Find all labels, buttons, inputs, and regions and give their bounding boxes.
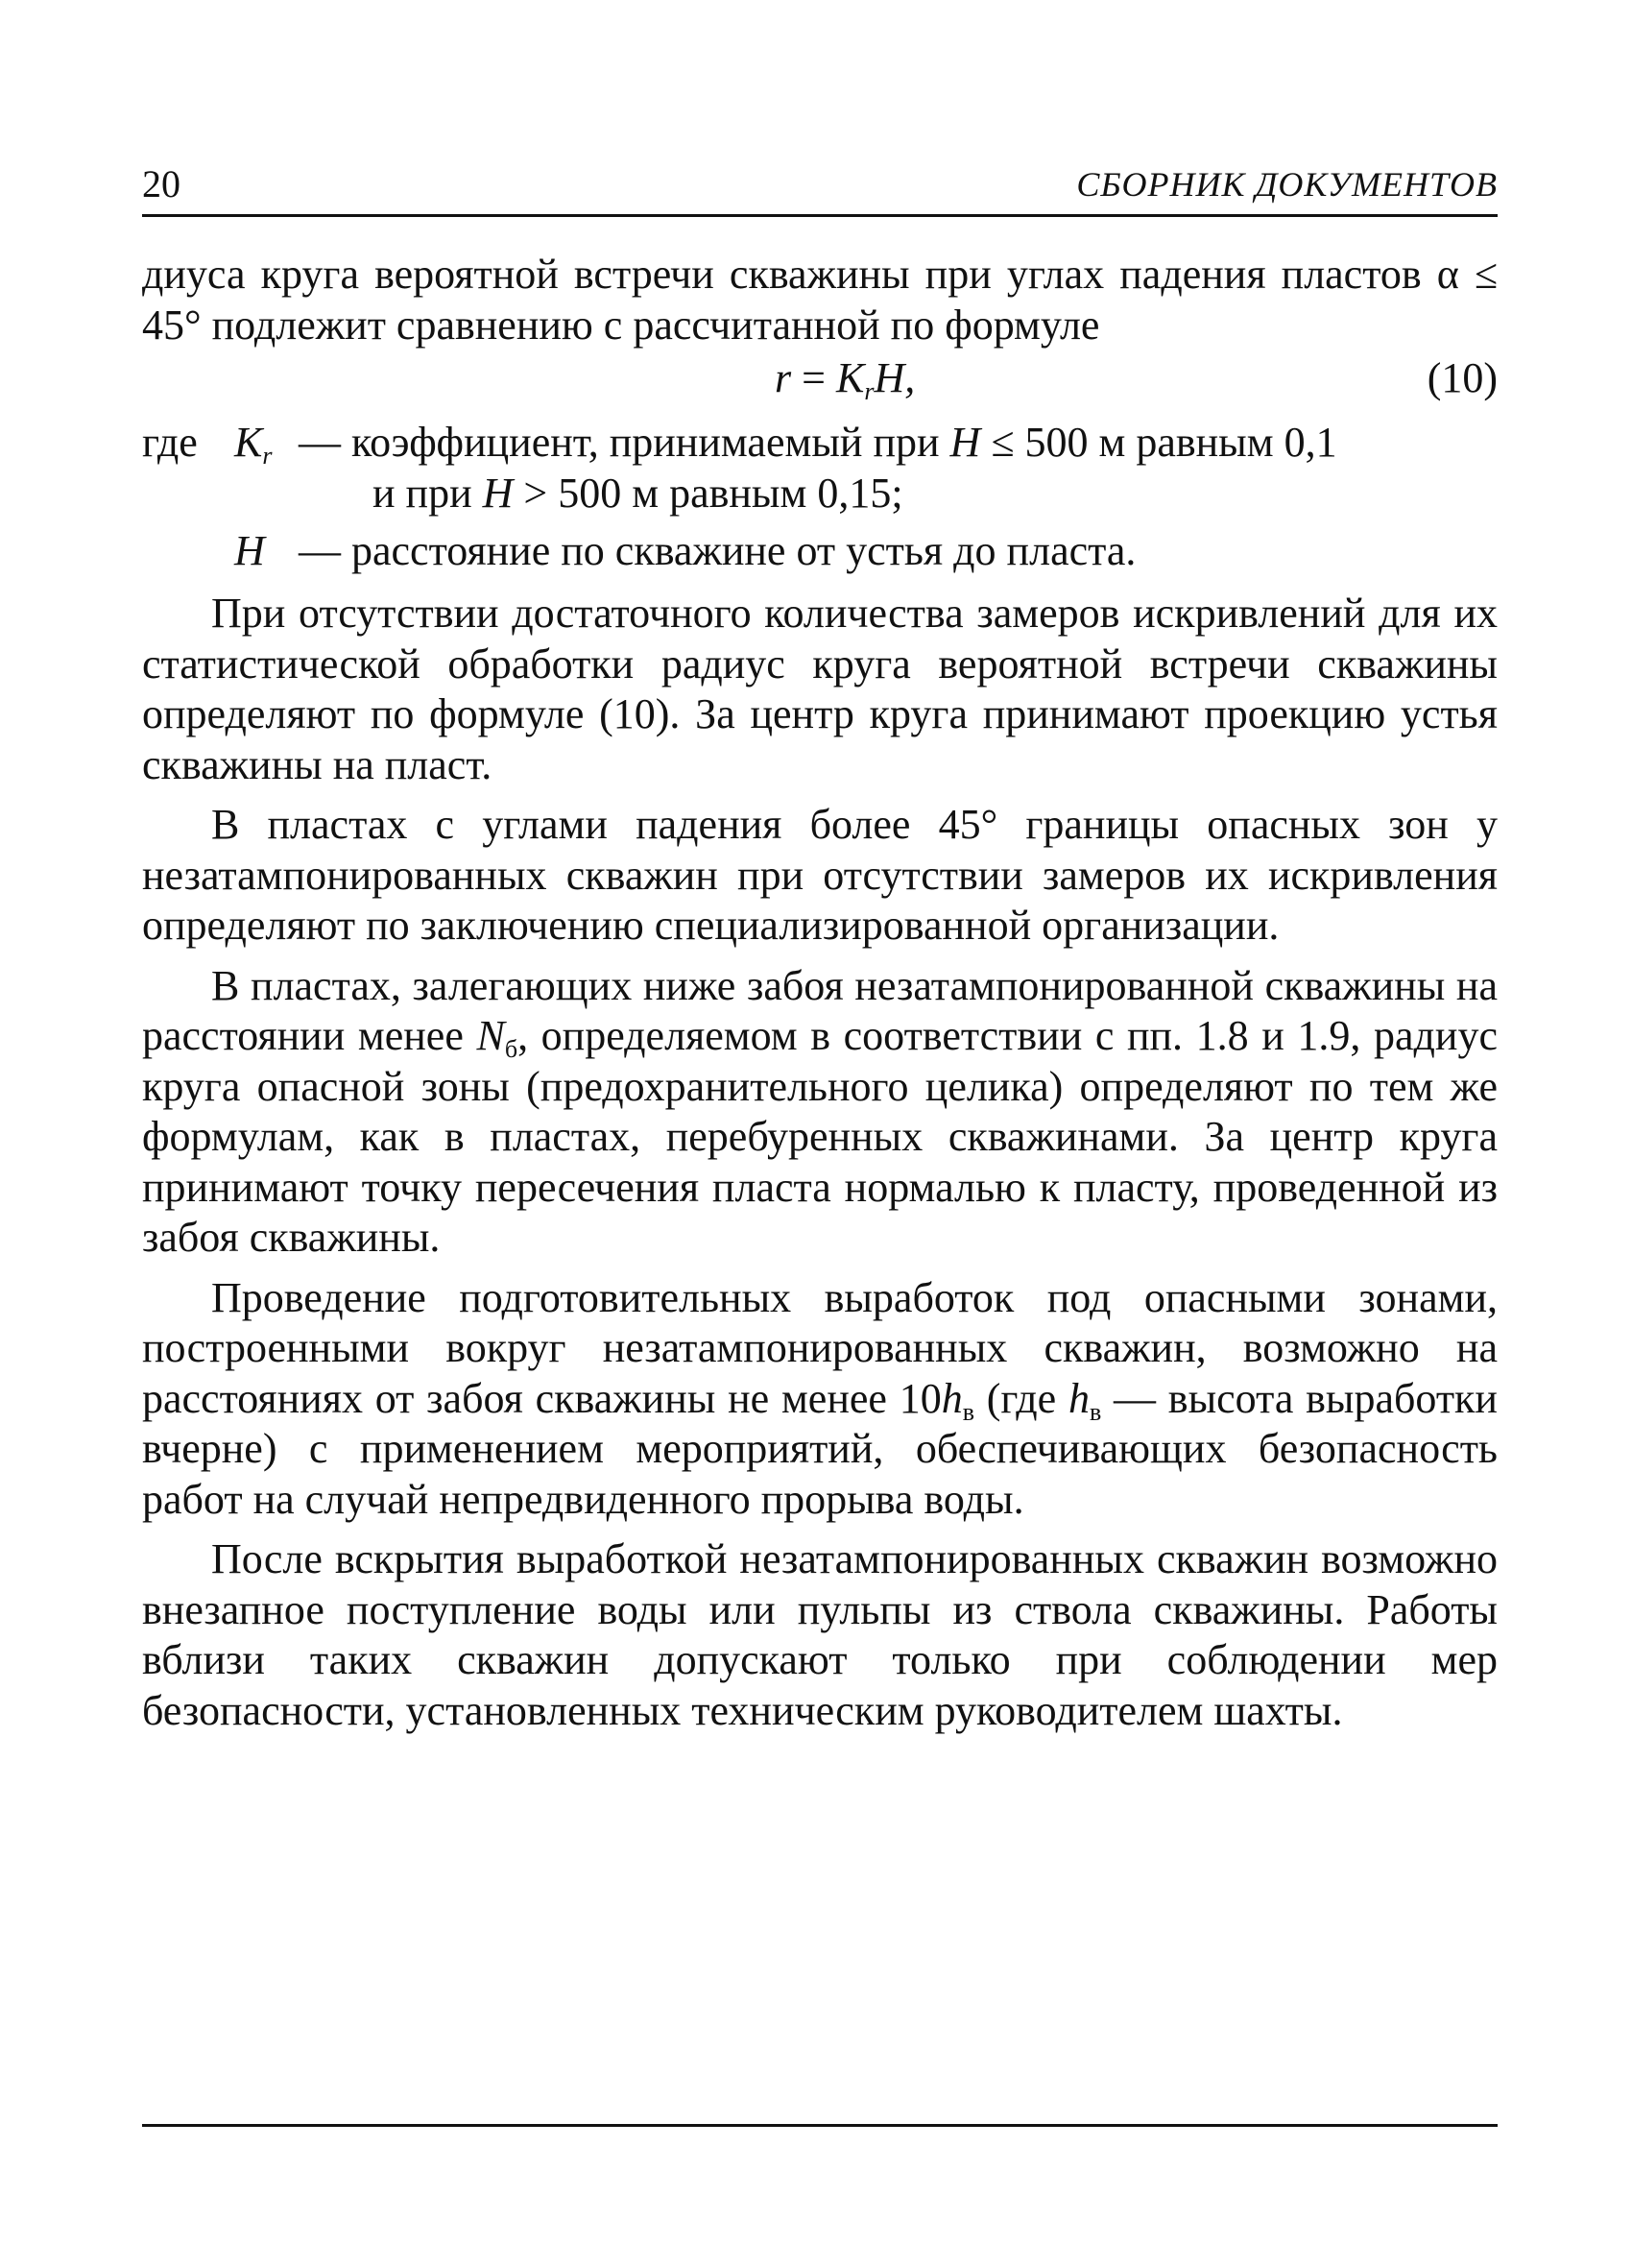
where-definitions [142, 418, 1498, 579]
formula-number: (10) [1427, 354, 1498, 401]
running-head: СБОРНИК ДОКУМЕНТОВ [1076, 165, 1498, 204]
body-text [142, 250, 1498, 1736]
paragraph-2: При отсутствии достаточного количества замеров искривлений для их статистической обработки радиус круга вероятной встречи скважины определяют по формуле (10). За центр круга принимают проекцию устья скважины на пласт. [142, 590, 1498, 788]
h-symbol: H [234, 527, 265, 574]
paragraph-6: После вскрытия выработкой незатампонированных скважин возможно внезапное поступление воды или пульпы из ствола скважины. Работы вблизи таких скважин допускают только при соблюдении мер безопасности, установленных техническим руководителем шахты. [142, 1535, 1498, 1734]
paragraph-5: Проведение подготовительных выработок под опасными зонами, построенными вокруг незатампонированных скважин, возможно на расстояниях от забоя скважины не менее $10h_в$ (где $h_в$ — высота выработки вчерне) с применением мероприятий, обеспечивающих безопасность работ на случай непредвиденного прорыва воды. [142, 1273, 1498, 1523]
footer-rule [142, 2124, 1498, 2127]
page-number: 20 [142, 162, 180, 205]
kr-symbol: $K_r$ [234, 419, 273, 470]
where-word: где [142, 419, 198, 466]
page-header [142, 161, 1498, 217]
formula-10 [142, 350, 1498, 418]
kr-definition: — коэффициент, принимаемый при H ≤ 500 м равным 0,1 и при H > 500 м равным 0,15; [299, 419, 1337, 517]
paragraph-3: В пластах с углами падения более 45° границы опасных зон у незатампонированных скважин при отсутствии замеров их искривления определяют по заключению специализированной организации. [142, 801, 1498, 949]
paragraph-intro: диуса круга вероятной встречи скважины при углах падения пластов α ≤ 45° подлежит сравнению с рассчитанной по формуле [142, 251, 1498, 349]
paragraph-4: В пластах, залегающих ниже забоя незатампонированной скважины на расстоянии менее $N_б$, определяемом в соответствии с пп. 1.8 и 1.9, радиус круга опасной зоны (предохранительного целика) определяют по тем же формулам, как в пластах, перебуренных скважинами. За центр круга принимают точку пересечения пласта нормалью к пласту, проведенной из забоя скважины. [142, 961, 1498, 1261]
formula-expression: $r = K_rH$, [775, 354, 916, 405]
h-definition: — расстояние по скважине от устья до пласта. [299, 527, 1137, 574]
